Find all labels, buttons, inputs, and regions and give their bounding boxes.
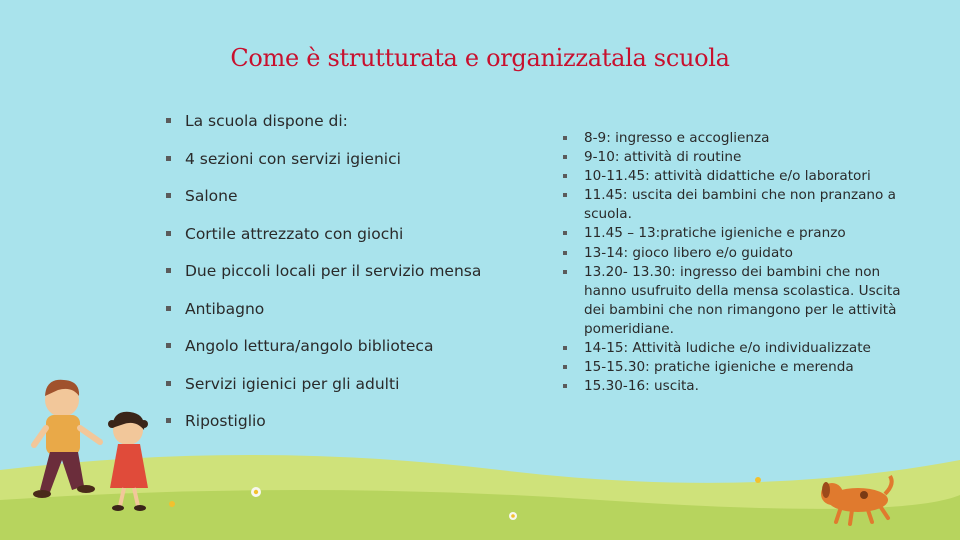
list-item [563, 377, 923, 396]
list-item-text: 13.20- 13.30: ingresso dei bambini che non hanno usufruito della mensa scolastica. Uscita dei bambini che non rimangono per le attività pomeridiane. [584, 263, 901, 337]
list-item-text: 15-15.30: pratiche igieniche e merenda [584, 359, 854, 376]
bullet-icon [166, 156, 171, 161]
bullet-icon [166, 193, 171, 198]
list-item [166, 410, 481, 448]
list-item [166, 110, 481, 148]
list-item-text: Cortile attrezzato con giochi [185, 224, 404, 243]
bullet-icon [166, 343, 171, 348]
list-item-text: Antibagno [185, 299, 265, 318]
bullet-icon [563, 174, 567, 178]
list-item-text: 13-14: gioco libero e/o guidato [584, 244, 793, 261]
list-item [563, 129, 923, 148]
list-item [563, 263, 923, 339]
list-item [563, 167, 923, 186]
list-item [563, 339, 923, 358]
list-item-text: La scuola dispone di: [185, 112, 348, 130]
list-item-text: Servizi igienici per gli adulti [185, 374, 400, 393]
list-item [166, 260, 481, 298]
list-item [166, 373, 481, 411]
bullet-icon [563, 270, 567, 274]
list-item [166, 223, 481, 261]
bullet-icon [166, 381, 171, 386]
list-item [563, 224, 923, 243]
list-item [563, 186, 923, 224]
bullet-icon [166, 418, 171, 423]
slide-title: Come è strutturata e organizzatala scuola [230, 44, 730, 72]
list-item [563, 148, 923, 167]
bullet-icon [563, 384, 567, 388]
bullet-icon [563, 251, 567, 255]
bullet-icon [166, 306, 171, 311]
list-item-text: 8-9: ingresso e accoglienza [584, 130, 770, 146]
list-item [166, 185, 481, 223]
list-item [563, 244, 923, 263]
list-item-text: 4 sezioni con servizi igienici [185, 149, 401, 168]
list-item-text: 10-11.45: attività didattiche e/o laboratori [584, 168, 871, 185]
schedule-list [563, 129, 923, 396]
bullet-icon [563, 365, 567, 369]
list-item-text: 11.45: uscita dei bambini che non pranzano a scuola. [584, 187, 897, 223]
bullet-icon [563, 193, 567, 197]
list-item-text: Angolo lettura/angolo biblioteca [185, 337, 434, 355]
bullet-icon [563, 231, 567, 235]
list-item-text: 11.45 – 13:pratiche igieniche e pranzo [584, 225, 846, 242]
list-item [166, 298, 481, 336]
bullet-icon [166, 268, 171, 273]
list-item [166, 335, 481, 373]
list-item-text: Salone [185, 187, 238, 205]
list-item [166, 148, 481, 186]
list-item-text: 15.30-16: uscita. [584, 378, 699, 395]
list-item-text: Due piccoli locali per il servizio mensa [185, 262, 482, 280]
list-item-text: 9-10: attività di routine [584, 149, 742, 166]
bullet-icon [166, 118, 171, 123]
bullet-icon [563, 346, 567, 350]
list-item-text: 14-15: Attività ludiche e/o individualizzate [584, 340, 871, 357]
list-item [563, 358, 923, 377]
bullet-icon [166, 231, 171, 236]
list-item-text: Ripostiglio [185, 412, 266, 430]
bullet-icon [563, 136, 567, 140]
bullet-icon [563, 155, 567, 159]
facilities-list [166, 110, 481, 448]
